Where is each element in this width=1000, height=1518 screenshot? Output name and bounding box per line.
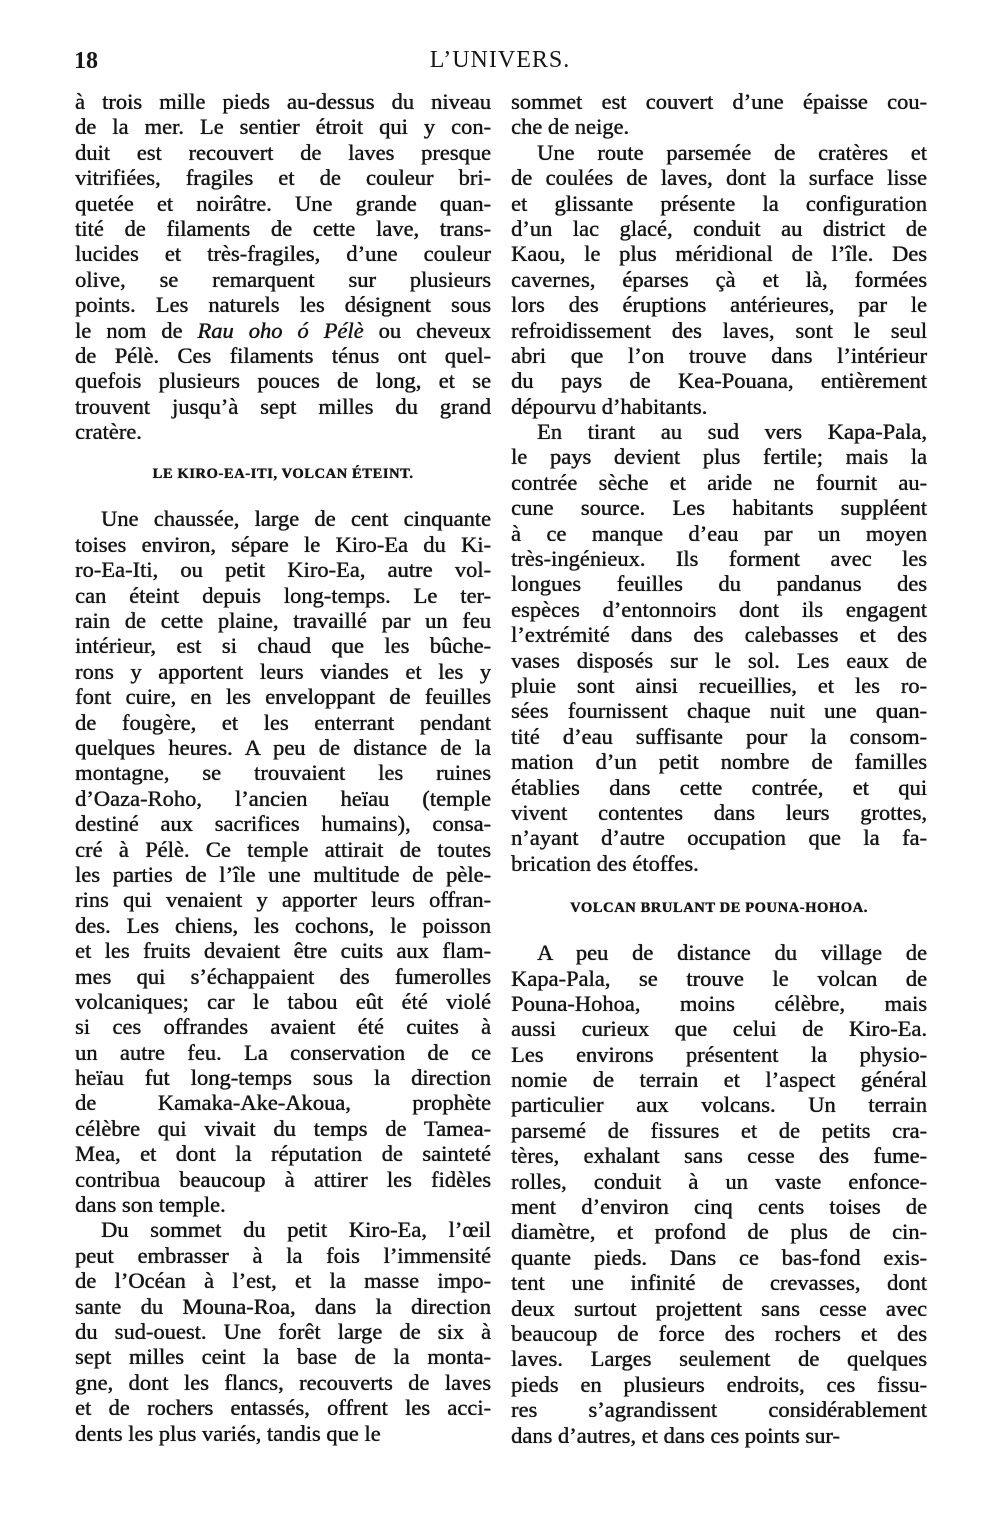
- text-line: Pouna-Hohoa, moins célèbre, mais: [511, 990, 927, 1016]
- text-line: rolles, conduit à un vaste enfonce-: [511, 1168, 927, 1194]
- text-line: dans son temple.: [75, 1192, 226, 1218]
- text-line: Une route parsemée de cratères et: [537, 139, 927, 165]
- text-line: un autre feu. La conservation de ce: [75, 1039, 491, 1065]
- text-line: célèbre qui vivait du temps de Tamea-: [75, 1115, 491, 1141]
- text-line: destiné aux sacrifices humains), consa-: [75, 811, 491, 837]
- text-line: montagne, se trouvaient les ruines: [75, 760, 491, 786]
- running-title: L’UNIVERS.: [429, 47, 571, 73]
- left-column: [75, 89, 491, 1446]
- text-line: heïau fut long-temps sous la direction: [75, 1065, 491, 1091]
- text-line: lucides et très-fragiles, d’une couleur: [75, 241, 491, 267]
- text-line: cratère.: [75, 419, 142, 445]
- text-line: peut embrasser à la fois l’immensité: [75, 1242, 491, 1268]
- text-line: sept milles ceint la base de la monta-: [75, 1344, 491, 1370]
- text-line: Une chaussée, large de cent cinquante: [101, 506, 491, 532]
- text-line: des. Les chiens, les cochons, le poisson: [75, 912, 491, 938]
- text-line: duit est recouvert de laves presque: [75, 139, 491, 165]
- text-line: intérieur, est si chaud que les bûche-: [75, 633, 491, 659]
- text-line: mation d’un petit nombre de familles: [511, 749, 927, 775]
- section-heading: VOLCAN BRULANT DE POUNA-HOHOA.: [570, 900, 868, 917]
- text-line: abri que l’on trouve dans l’intérieur: [511, 342, 927, 368]
- text-line: trouvent jusqu’à sept milles du grand: [75, 393, 491, 419]
- text-line: quetée et noirâtre. Une grande quan-: [75, 190, 491, 216]
- text-line: points. Les naturels les désignent sous: [75, 292, 491, 318]
- text-line: gne, dont les flancs, recouverts de laves: [75, 1369, 491, 1395]
- text-line: particulier aux volcans. Un terrain: [511, 1092, 927, 1118]
- text-line: longues feuilles du pandanus des: [511, 571, 927, 597]
- text-line: beaucoup de force des rochers et des: [511, 1320, 927, 1346]
- section-heading: LE KIRO-EA-ITI, VOLCAN ÉTEINT.: [152, 466, 414, 483]
- text-line: contribua beaucoup à attirer les fidèles: [75, 1166, 491, 1192]
- text-line: vivent contentes dans leurs grottes,: [511, 799, 927, 825]
- text-line: cré à Pélè. Ce temple attirait de toutes: [75, 836, 491, 862]
- text-line: de coulées de laves, dont la surface lisse: [511, 165, 927, 191]
- text-line: rain de cette plaine, travaillé par un feu: [75, 608, 491, 634]
- text-line: sées fournissent chaque nuit une quan-: [511, 698, 927, 724]
- text-line: olive, se remarquent sur plusieurs: [75, 266, 491, 292]
- text-line: tent une infinité de crevasses, dont: [511, 1270, 927, 1296]
- text-line: l’extrémité dans des calebasses et des: [511, 622, 927, 648]
- text-line: font cuire, en les enveloppant de feuilles: [75, 684, 491, 710]
- text-line: le pays devient plus fertile; mais la: [511, 444, 927, 470]
- text-line: che de neige.: [511, 114, 630, 140]
- text-line: de la mer. Le sentier étroit qui y con-: [75, 114, 491, 140]
- text-line: vitrifiées, fragiles et de couleur bri-: [75, 165, 491, 191]
- text-line: Du sommet du petit Kiro-Ea, l’œil: [101, 1217, 491, 1243]
- text-line: nomie de terrain et l’aspect général: [511, 1067, 927, 1093]
- text-line: brication des étoffes.: [511, 850, 699, 876]
- text-line: le nom de Rau oho ó Pélè ou cheveux: [75, 317, 491, 343]
- text-line: de fougère, et les enterrant pendant: [75, 709, 491, 735]
- text-line: pieds en plusieurs endroits, ces fissu-: [511, 1371, 927, 1397]
- text-line: rins qui venaient y apporter leurs offran-: [75, 887, 491, 913]
- text-line: espèces d’entonnoirs dont ils engagent: [511, 596, 927, 622]
- text-line: contrée sèche et aride ne fournit au-: [511, 469, 927, 495]
- text-line: ro-Ea-Iti, ou petit Kiro-Ea, autre vol-: [75, 557, 491, 583]
- text-line: toises environ, sépare le Kiro-Ea du Ki-: [75, 531, 491, 557]
- text-line: et glissante présente la configuration: [511, 190, 927, 216]
- text-line: pluie sont ainsi recueillies, et les ro-: [511, 672, 927, 698]
- text-line: les parties de l’île une multitude de pèle-: [75, 861, 491, 887]
- page-number: 18: [74, 48, 98, 74]
- paragraph: [511, 140, 927, 419]
- text-line: du sud-ouest. Une forêt large de six à: [75, 1318, 491, 1344]
- text-line: sommet est couvert d’une épaisse cou-: [511, 89, 927, 114]
- paragraph: [75, 1217, 491, 1446]
- text-line: d’Oaza-Roho, l’ancien heïau (temple: [75, 785, 491, 811]
- text-line: Les environs présentent la physio-: [511, 1041, 927, 1067]
- text-line: d’un lac glacé, conduit au district de: [511, 215, 927, 241]
- text-line: tité d’eau suffisante pour la consom-: [511, 723, 927, 749]
- text-line: n’ayant d’autre occupation que la fa-: [511, 825, 927, 851]
- text-line: lors des éruptions antérieures, par le: [511, 292, 927, 318]
- paragraph: [511, 940, 927, 1448]
- text-line: deux surtout projettent sans cesse avec: [511, 1295, 927, 1321]
- text-line: tères, exhalant sans cesse des fume-: [511, 1143, 927, 1169]
- text-line: dans d’autres, et dans ces points sur-: [511, 1422, 840, 1448]
- text-line: du pays de Kea-Pouana, entièrement: [511, 368, 927, 394]
- italic-term: Rau oho ó Pélè: [197, 317, 364, 343]
- text-line: établies dans cette contrée, et qui: [511, 774, 927, 800]
- text-line: diamètre, et profond de plus de cin-: [511, 1219, 927, 1245]
- text-line: très-ingénieux. Ils forment avec les: [511, 546, 927, 572]
- text-line: cune source. Les habitants suppléent: [511, 495, 927, 521]
- text-line: si ces offrandes avaient été cuites à: [75, 1014, 491, 1040]
- text-line: refroidissement des laves, sont le seul: [511, 317, 927, 343]
- text-line: can éteint depuis long-temps. Le ter-: [75, 582, 491, 608]
- right-column: [511, 89, 927, 1448]
- text-line: mes qui s’échappaient des fumerolles: [75, 963, 491, 989]
- text-line: res s’agrandissent considérablement: [511, 1397, 927, 1423]
- text-line: de Pélè. Ces filaments ténus ont quel-: [75, 342, 491, 368]
- text-line: cavernes, éparses çà et là, formées: [511, 266, 927, 292]
- text-line: En tirant au sud vers Kapa-Pala,: [537, 419, 927, 445]
- text-line: dépourvu d’habitants.: [511, 393, 708, 419]
- text-line: à ce manque d’eau par un moyen: [511, 520, 927, 546]
- text-line: quefois plusieurs pouces de long, et se: [75, 368, 491, 394]
- text-line: vases disposés sur le sol. Les eaux de: [511, 647, 927, 673]
- paragraph: [511, 419, 927, 876]
- text-line: Kapa-Pala, se trouve le volcan de: [511, 965, 927, 991]
- text-line: aussi curieux que celui de Kiro-Ea.: [511, 1016, 927, 1042]
- paragraph: [511, 89, 927, 140]
- text-line: quelques heures. A peu de distance de la: [75, 734, 491, 760]
- text-line: et de rochers entassés, offrent les acci-: [75, 1395, 491, 1421]
- text-line: tité de filaments de cette lave, trans-: [75, 215, 491, 241]
- text-line: sante du Mouna-Roa, dans la direction: [75, 1293, 491, 1319]
- text-line: quante pieds. Dans ce bas-fond exis-: [511, 1244, 927, 1270]
- paragraph: [75, 89, 491, 444]
- text-line: ment d’environ cinq cents toises de: [511, 1194, 927, 1220]
- text-line: Mea, et dont la réputation de sainteté: [75, 1141, 491, 1167]
- text-line: dents les plus variés, tandis que le: [75, 1420, 381, 1446]
- text-line: laves. Larges seulement de quelques: [511, 1346, 927, 1372]
- text-line: à trois mille pieds au-dessus du niveau: [75, 89, 491, 114]
- text-line: et les fruits devaient être cuits aux flam-: [75, 938, 491, 964]
- text-line: de Kamaka-Ake-Akoua, prophète: [75, 1090, 491, 1116]
- text-line: de l’Océan à l’est, et la masse impo-: [75, 1268, 491, 1294]
- text-line: A peu de distance du village de: [537, 940, 927, 966]
- paragraph: [75, 506, 491, 1217]
- text-line: rons y apportent leurs viandes et les y: [75, 658, 491, 684]
- text-line: Kaou, le plus méridional de l’île. Des: [511, 241, 927, 267]
- text-line: volcaniques; car le tabou eût été violé: [75, 988, 491, 1014]
- text-line: parsemé de fissures et de petits cra-: [511, 1117, 927, 1143]
